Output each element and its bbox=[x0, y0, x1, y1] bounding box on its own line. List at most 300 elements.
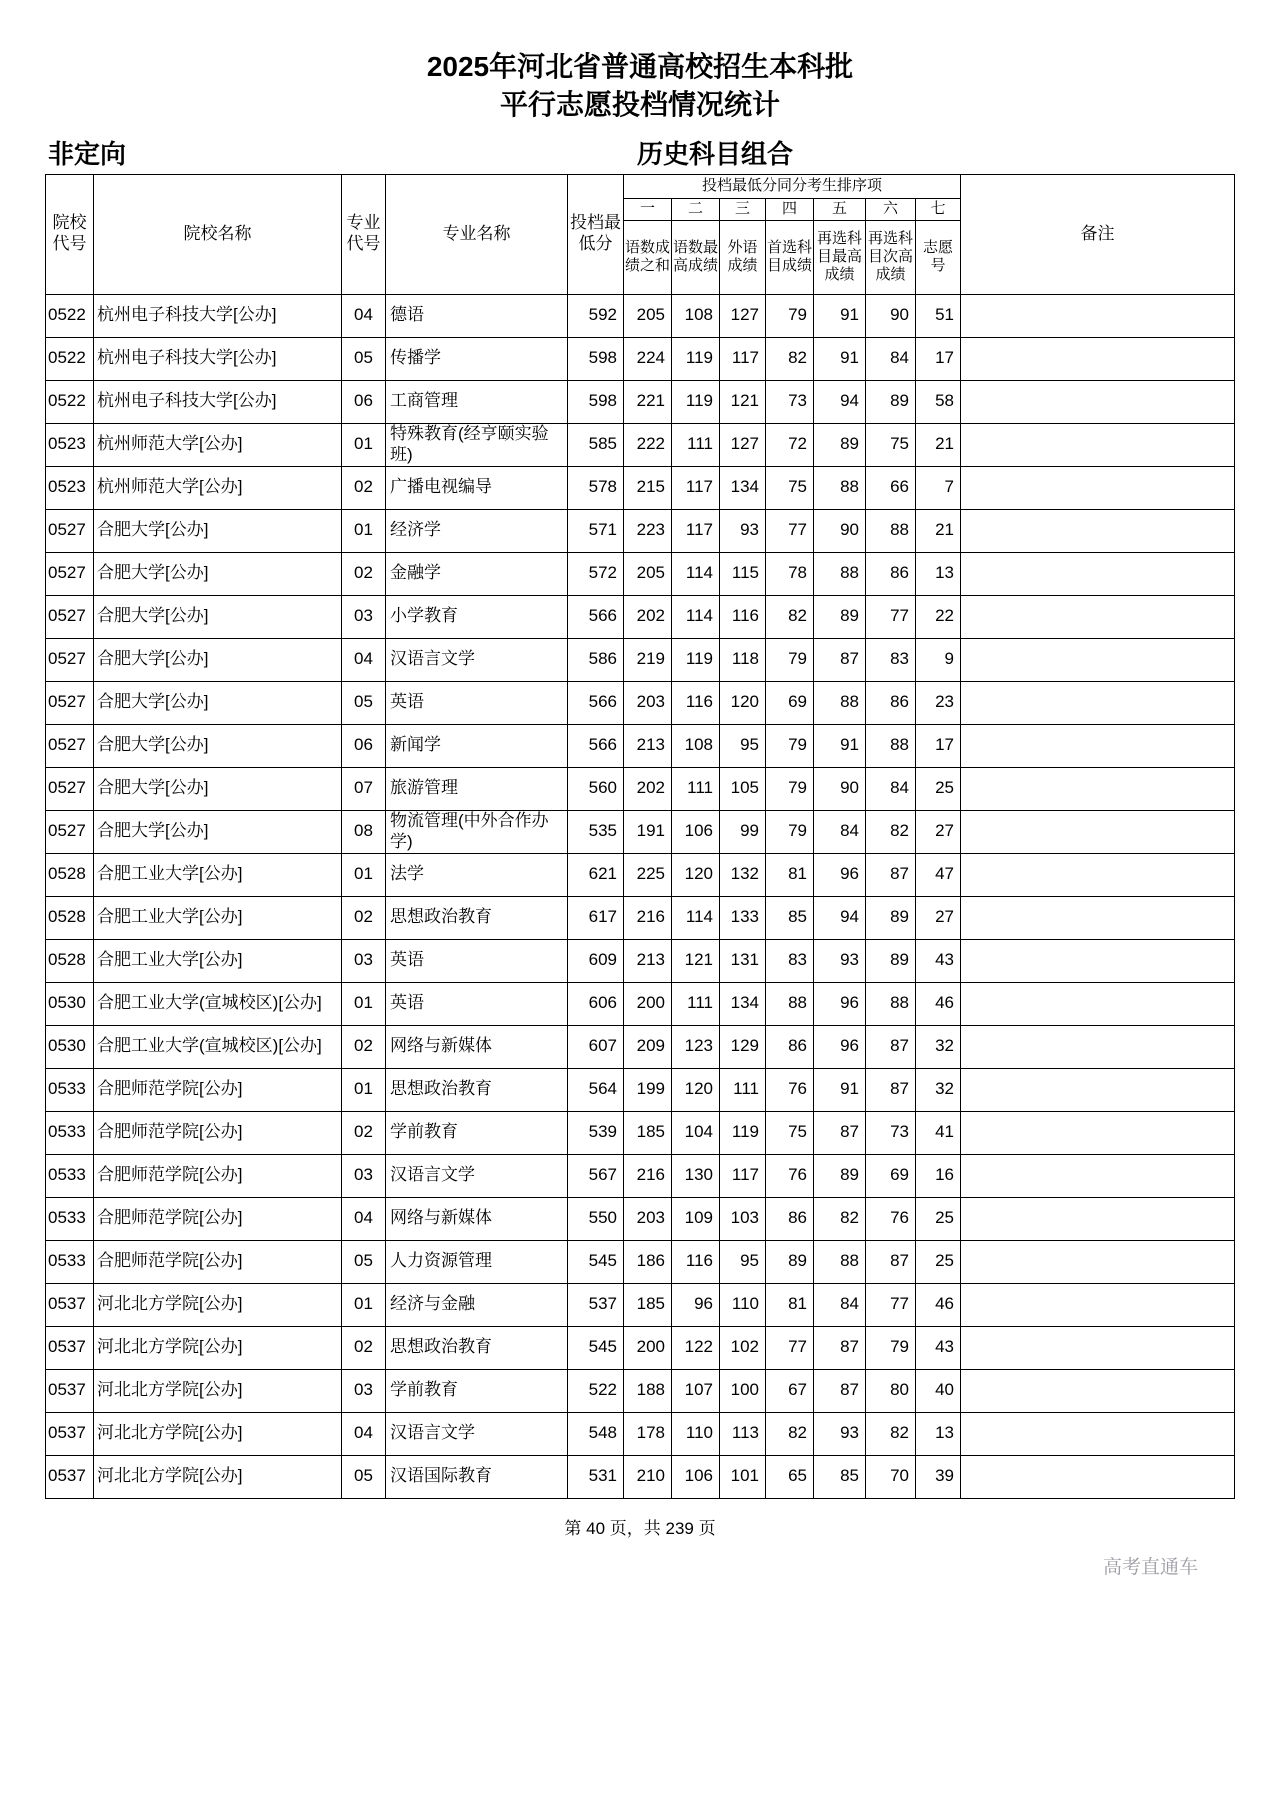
cell-rank-3: 127 bbox=[720, 423, 766, 466]
cell-rank-5: 82 bbox=[814, 1197, 866, 1240]
subject-combo-label: 历史科目组合 bbox=[637, 138, 794, 169]
cell-rank-4: 86 bbox=[766, 1197, 814, 1240]
cell-min-score: 598 bbox=[568, 337, 624, 380]
cell-rank-7: 25 bbox=[916, 1240, 961, 1283]
table-row bbox=[46, 638, 1235, 681]
col-header-major-code: 专业代号 bbox=[342, 174, 386, 294]
cell-major-name: 学前教育 bbox=[386, 1369, 568, 1412]
table-row bbox=[46, 1068, 1235, 1111]
cell-rank-6: 88 bbox=[866, 982, 916, 1025]
cell-rank-2: 123 bbox=[672, 1025, 720, 1068]
cell-major-name: 广播电视编导 bbox=[386, 466, 568, 509]
cell-rank-4: 78 bbox=[766, 552, 814, 595]
cell-school-name: 合肥师范学院[公办] bbox=[94, 1068, 342, 1111]
cell-rank-2: 108 bbox=[672, 724, 720, 767]
cell-rank-6: 76 bbox=[866, 1197, 916, 1240]
cell-major-name: 网络与新媒体 bbox=[386, 1197, 568, 1240]
cell-major-code: 02 bbox=[342, 896, 386, 939]
cell-rank-4: 81 bbox=[766, 1283, 814, 1326]
cell-rank-3: 110 bbox=[720, 1283, 766, 1326]
cell-rank-2: 117 bbox=[672, 509, 720, 552]
cell-rank-7: 47 bbox=[916, 853, 961, 896]
cell-remark bbox=[961, 423, 1235, 466]
cell-school-name: 河北北方学院[公办] bbox=[94, 1283, 342, 1326]
cell-rank-3: 134 bbox=[720, 982, 766, 1025]
cell-rank-1: 224 bbox=[624, 337, 672, 380]
cell-school-name: 杭州师范大学[公办] bbox=[94, 466, 342, 509]
cell-remark bbox=[961, 1197, 1235, 1240]
cell-remark bbox=[961, 853, 1235, 896]
cell-remark bbox=[961, 509, 1235, 552]
cell-rank-5: 84 bbox=[814, 810, 866, 853]
cell-rank-3: 93 bbox=[720, 509, 766, 552]
cell-rank-5: 87 bbox=[814, 638, 866, 681]
cell-major-code: 04 bbox=[342, 1197, 386, 1240]
cell-rank-5: 91 bbox=[814, 337, 866, 380]
cell-rank-6: 84 bbox=[866, 337, 916, 380]
cell-major-code: 05 bbox=[342, 1455, 386, 1498]
cell-school-name: 合肥工业大学[公办] bbox=[94, 939, 342, 982]
cell-rank-6: 89 bbox=[866, 939, 916, 982]
cell-rank-2: 111 bbox=[672, 423, 720, 466]
cell-major-name: 经济学 bbox=[386, 509, 568, 552]
cell-rank-6: 87 bbox=[866, 1240, 916, 1283]
cell-rank-7: 17 bbox=[916, 724, 961, 767]
cell-min-score: 606 bbox=[568, 982, 624, 1025]
cell-remark bbox=[961, 896, 1235, 939]
cell-school-code: 0530 bbox=[46, 1025, 94, 1068]
col-header-rank-num-7: 七 bbox=[916, 198, 961, 220]
cell-rank-7: 7 bbox=[916, 466, 961, 509]
admission-table bbox=[45, 174, 1235, 1499]
cell-major-name: 网络与新媒体 bbox=[386, 1025, 568, 1068]
cell-remark bbox=[961, 638, 1235, 681]
cell-school-code: 0537 bbox=[46, 1369, 94, 1412]
table-row bbox=[46, 1111, 1235, 1154]
col-header-rank-num-5: 五 bbox=[814, 198, 866, 220]
cell-rank-1: 205 bbox=[624, 552, 672, 595]
cell-school-name: 合肥大学[公办] bbox=[94, 552, 342, 595]
cell-rank-4: 76 bbox=[766, 1068, 814, 1111]
cell-remark bbox=[961, 1025, 1235, 1068]
table-row bbox=[46, 337, 1235, 380]
cell-rank-3: 134 bbox=[720, 466, 766, 509]
cell-rank-4: 65 bbox=[766, 1455, 814, 1498]
cell-remark bbox=[961, 595, 1235, 638]
cell-rank-2: 111 bbox=[672, 982, 720, 1025]
cell-rank-1: 199 bbox=[624, 1068, 672, 1111]
cell-remark bbox=[961, 1455, 1235, 1498]
table-row bbox=[46, 595, 1235, 638]
cell-major-name: 汉语言文学 bbox=[386, 638, 568, 681]
cell-rank-3: 129 bbox=[720, 1025, 766, 1068]
cell-remark bbox=[961, 1326, 1235, 1369]
col-header-rank-num-6: 六 bbox=[866, 198, 916, 220]
cell-rank-3: 100 bbox=[720, 1369, 766, 1412]
cell-school-code: 0528 bbox=[46, 853, 94, 896]
cell-major-code: 06 bbox=[342, 724, 386, 767]
cell-rank-5: 90 bbox=[814, 509, 866, 552]
cell-rank-2: 114 bbox=[672, 552, 720, 595]
cell-remark bbox=[961, 1369, 1235, 1412]
cell-rank-7: 13 bbox=[916, 552, 961, 595]
cell-rank-6: 75 bbox=[866, 423, 916, 466]
cell-remark bbox=[961, 380, 1235, 423]
cell-min-score: 537 bbox=[568, 1283, 624, 1326]
table-row bbox=[46, 681, 1235, 724]
cell-school-code: 0537 bbox=[46, 1412, 94, 1455]
cell-major-name: 思想政治教育 bbox=[386, 1068, 568, 1111]
cell-major-code: 02 bbox=[342, 466, 386, 509]
cell-remark bbox=[961, 337, 1235, 380]
cell-rank-3: 101 bbox=[720, 1455, 766, 1498]
col-header-rank-label-3: 外语成绩 bbox=[720, 220, 766, 294]
cell-rank-3: 117 bbox=[720, 1154, 766, 1197]
cell-school-name: 合肥师范学院[公办] bbox=[94, 1154, 342, 1197]
cell-school-code: 0533 bbox=[46, 1111, 94, 1154]
cell-rank-4: 83 bbox=[766, 939, 814, 982]
cell-rank-7: 32 bbox=[916, 1068, 961, 1111]
cell-rank-3: 120 bbox=[720, 681, 766, 724]
watermark: 高考直通车 bbox=[1102, 1557, 1198, 1578]
cell-major-name: 工商管理 bbox=[386, 380, 568, 423]
cell-school-code: 0527 bbox=[46, 552, 94, 595]
cell-rank-6: 80 bbox=[866, 1369, 916, 1412]
table-row bbox=[46, 380, 1235, 423]
cell-rank-6: 77 bbox=[866, 595, 916, 638]
table-row bbox=[46, 1154, 1235, 1197]
cell-rank-1: 213 bbox=[624, 724, 672, 767]
cell-rank-7: 25 bbox=[916, 1197, 961, 1240]
cell-rank-4: 77 bbox=[766, 509, 814, 552]
cell-rank-4: 72 bbox=[766, 423, 814, 466]
cell-school-code: 0523 bbox=[46, 423, 94, 466]
cell-school-code: 0533 bbox=[46, 1154, 94, 1197]
cell-school-code: 0533 bbox=[46, 1240, 94, 1283]
cell-rank-2: 110 bbox=[672, 1412, 720, 1455]
cell-school-code: 0537 bbox=[46, 1326, 94, 1369]
cell-rank-1: 222 bbox=[624, 423, 672, 466]
cell-rank-5: 87 bbox=[814, 1111, 866, 1154]
cell-school-name: 合肥工业大学(宣城校区)[公办] bbox=[94, 982, 342, 1025]
cell-rank-2: 106 bbox=[672, 1455, 720, 1498]
cell-school-code: 0522 bbox=[46, 337, 94, 380]
table-row bbox=[46, 423, 1235, 466]
cell-school-code: 0527 bbox=[46, 509, 94, 552]
cell-rank-1: 186 bbox=[624, 1240, 672, 1283]
cell-rank-1: 219 bbox=[624, 638, 672, 681]
cell-min-score: 567 bbox=[568, 1154, 624, 1197]
cell-rank-4: 79 bbox=[766, 724, 814, 767]
cell-school-name: 合肥大学[公办] bbox=[94, 724, 342, 767]
cell-school-name: 合肥大学[公办] bbox=[94, 595, 342, 638]
cell-rank-7: 46 bbox=[916, 982, 961, 1025]
cell-min-score: 545 bbox=[568, 1326, 624, 1369]
cell-rank-2: 117 bbox=[672, 466, 720, 509]
cell-school-code: 0527 bbox=[46, 681, 94, 724]
cell-rank-3: 127 bbox=[720, 294, 766, 337]
cell-rank-4: 82 bbox=[766, 595, 814, 638]
cell-rank-2: 114 bbox=[672, 896, 720, 939]
cell-major-name: 小学教育 bbox=[386, 595, 568, 638]
table-row bbox=[46, 509, 1235, 552]
cell-school-name: 河北北方学院[公办] bbox=[94, 1326, 342, 1369]
cell-rank-5: 91 bbox=[814, 724, 866, 767]
col-header-rank-num-2: 二 bbox=[672, 198, 720, 220]
cell-rank-4: 75 bbox=[766, 1111, 814, 1154]
col-header-rank-label-6: 再选科目次高成绩 bbox=[866, 220, 916, 294]
cell-major-code: 04 bbox=[342, 294, 386, 337]
cell-school-code: 0528 bbox=[46, 896, 94, 939]
cell-min-score: 621 bbox=[568, 853, 624, 896]
cell-min-score: 598 bbox=[568, 380, 624, 423]
cell-rank-5: 93 bbox=[814, 939, 866, 982]
cell-rank-6: 73 bbox=[866, 1111, 916, 1154]
cell-rank-3: 95 bbox=[720, 724, 766, 767]
cell-min-score: 585 bbox=[568, 423, 624, 466]
cell-min-score: 550 bbox=[568, 1197, 624, 1240]
col-header-school-name: 院校名称 bbox=[94, 174, 342, 294]
cell-rank-3: 133 bbox=[720, 896, 766, 939]
table-row bbox=[46, 1455, 1235, 1498]
cell-rank-4: 75 bbox=[766, 466, 814, 509]
cell-rank-1: 209 bbox=[624, 1025, 672, 1068]
cell-rank-1: 191 bbox=[624, 810, 672, 853]
cell-remark bbox=[961, 810, 1235, 853]
cell-rank-3: 113 bbox=[720, 1412, 766, 1455]
cell-rank-7: 58 bbox=[916, 380, 961, 423]
cell-min-score: 531 bbox=[568, 1455, 624, 1498]
cell-rank-7: 21 bbox=[916, 423, 961, 466]
col-header-rank-label-1: 语数成绩之和 bbox=[624, 220, 672, 294]
cell-rank-5: 84 bbox=[814, 1283, 866, 1326]
cell-rank-6: 70 bbox=[866, 1455, 916, 1498]
table-row bbox=[46, 1412, 1235, 1455]
table-row bbox=[46, 767, 1235, 810]
cell-rank-6: 87 bbox=[866, 853, 916, 896]
cell-rank-5: 88 bbox=[814, 466, 866, 509]
cell-major-code: 04 bbox=[342, 1412, 386, 1455]
cell-major-name: 物流管理(中外合作办学) bbox=[386, 810, 568, 853]
cell-rank-1: 216 bbox=[624, 1154, 672, 1197]
table-row bbox=[46, 853, 1235, 896]
cell-remark bbox=[961, 982, 1235, 1025]
cell-rank-1: 221 bbox=[624, 380, 672, 423]
table-row bbox=[46, 896, 1235, 939]
cell-rank-3: 105 bbox=[720, 767, 766, 810]
cell-rank-3: 118 bbox=[720, 638, 766, 681]
cell-rank-4: 82 bbox=[766, 1412, 814, 1455]
cell-rank-6: 86 bbox=[866, 681, 916, 724]
cell-major-code: 03 bbox=[342, 1369, 386, 1412]
cell-rank-2: 116 bbox=[672, 1240, 720, 1283]
cell-rank-6: 84 bbox=[866, 767, 916, 810]
cell-major-code: 01 bbox=[342, 423, 386, 466]
cell-min-score: 578 bbox=[568, 466, 624, 509]
cell-rank-2: 106 bbox=[672, 810, 720, 853]
cell-rank-5: 96 bbox=[814, 982, 866, 1025]
cell-major-name: 英语 bbox=[386, 982, 568, 1025]
cell-school-code: 0522 bbox=[46, 294, 94, 337]
cell-school-code: 0530 bbox=[46, 982, 94, 1025]
cell-rank-5: 88 bbox=[814, 1240, 866, 1283]
cell-min-score: 522 bbox=[568, 1369, 624, 1412]
cell-rank-7: 16 bbox=[916, 1154, 961, 1197]
cell-rank-5: 96 bbox=[814, 853, 866, 896]
cell-min-score: 617 bbox=[568, 896, 624, 939]
cell-rank-4: 82 bbox=[766, 337, 814, 380]
cell-school-code: 0537 bbox=[46, 1283, 94, 1326]
cell-school-code: 0527 bbox=[46, 724, 94, 767]
cell-rank-1: 188 bbox=[624, 1369, 672, 1412]
cell-remark bbox=[961, 1240, 1235, 1283]
cell-rank-6: 66 bbox=[866, 466, 916, 509]
cell-rank-1: 200 bbox=[624, 982, 672, 1025]
cell-rank-7: 32 bbox=[916, 1025, 961, 1068]
cell-rank-4: 79 bbox=[766, 638, 814, 681]
cell-rank-6: 69 bbox=[866, 1154, 916, 1197]
cell-rank-5: 91 bbox=[814, 294, 866, 337]
cell-rank-5: 96 bbox=[814, 1025, 866, 1068]
cell-school-code: 0533 bbox=[46, 1197, 94, 1240]
cell-min-score: 607 bbox=[568, 1025, 624, 1068]
cell-rank-7: 21 bbox=[916, 509, 961, 552]
cell-rank-1: 202 bbox=[624, 595, 672, 638]
cell-rank-5: 85 bbox=[814, 1455, 866, 1498]
cell-rank-2: 108 bbox=[672, 294, 720, 337]
cell-major-name: 金融学 bbox=[386, 552, 568, 595]
cell-rank-2: 121 bbox=[672, 939, 720, 982]
cell-rank-3: 116 bbox=[720, 595, 766, 638]
cell-rank-7: 27 bbox=[916, 896, 961, 939]
col-header-major-name: 专业名称 bbox=[386, 174, 568, 294]
cell-rank-6: 89 bbox=[866, 896, 916, 939]
cell-school-code: 0527 bbox=[46, 638, 94, 681]
cell-remark bbox=[961, 767, 1235, 810]
cell-major-code: 05 bbox=[342, 1240, 386, 1283]
col-header-rank-label-2: 语数最高成绩 bbox=[672, 220, 720, 294]
cell-rank-7: 40 bbox=[916, 1369, 961, 1412]
cell-school-name: 合肥大学[公办] bbox=[94, 767, 342, 810]
cell-rank-2: 119 bbox=[672, 337, 720, 380]
table-row bbox=[46, 724, 1235, 767]
cell-rank-6: 88 bbox=[866, 509, 916, 552]
cell-school-name: 河北北方学院[公办] bbox=[94, 1455, 342, 1498]
cell-rank-3: 103 bbox=[720, 1197, 766, 1240]
cell-remark bbox=[961, 939, 1235, 982]
cell-major-code: 02 bbox=[342, 1326, 386, 1369]
cell-rank-4: 76 bbox=[766, 1154, 814, 1197]
cell-rank-7: 39 bbox=[916, 1455, 961, 1498]
cell-rank-3: 102 bbox=[720, 1326, 766, 1369]
cell-rank-2: 109 bbox=[672, 1197, 720, 1240]
cell-rank-2: 104 bbox=[672, 1111, 720, 1154]
cell-min-score: 564 bbox=[568, 1068, 624, 1111]
cell-major-name: 特殊教育(经亨颐实验班) bbox=[386, 423, 568, 466]
cell-school-name: 杭州电子科技大学[公办] bbox=[94, 294, 342, 337]
cell-rank-5: 88 bbox=[814, 681, 866, 724]
cell-major-name: 学前教育 bbox=[386, 1111, 568, 1154]
cell-rank-2: 130 bbox=[672, 1154, 720, 1197]
cell-major-name: 思想政治教育 bbox=[386, 896, 568, 939]
cell-school-name: 合肥师范学院[公办] bbox=[94, 1240, 342, 1283]
cell-rank-7: 13 bbox=[916, 1412, 961, 1455]
cell-min-score: 592 bbox=[568, 294, 624, 337]
col-header-rank-num-1: 一 bbox=[624, 198, 672, 220]
cell-rank-5: 91 bbox=[814, 1068, 866, 1111]
table-row bbox=[46, 552, 1235, 595]
cell-rank-7: 25 bbox=[916, 767, 961, 810]
cell-major-code: 01 bbox=[342, 509, 386, 552]
cell-rank-3: 99 bbox=[720, 810, 766, 853]
cell-school-name: 合肥师范学院[公办] bbox=[94, 1111, 342, 1154]
cell-remark bbox=[961, 1068, 1235, 1111]
cell-major-code: 01 bbox=[342, 982, 386, 1025]
cell-rank-7: 51 bbox=[916, 294, 961, 337]
cell-rank-7: 46 bbox=[916, 1283, 961, 1326]
cell-rank-5: 90 bbox=[814, 767, 866, 810]
cell-rank-4: 79 bbox=[766, 810, 814, 853]
col-header-rank-label-4: 首选科目成绩 bbox=[766, 220, 814, 294]
cell-rank-5: 89 bbox=[814, 423, 866, 466]
cell-major-name: 传播学 bbox=[386, 337, 568, 380]
cell-major-name: 旅游管理 bbox=[386, 767, 568, 810]
col-header-rank-label-5: 再选科目最高成绩 bbox=[814, 220, 866, 294]
cell-major-code: 01 bbox=[342, 1068, 386, 1111]
cell-school-name: 合肥大学[公办] bbox=[94, 509, 342, 552]
table-row bbox=[46, 1025, 1235, 1068]
cell-major-code: 03 bbox=[342, 939, 386, 982]
cell-rank-2: 119 bbox=[672, 380, 720, 423]
cell-rank-2: 119 bbox=[672, 638, 720, 681]
cell-rank-1: 213 bbox=[624, 939, 672, 982]
cell-rank-6: 77 bbox=[866, 1283, 916, 1326]
cell-rank-2: 107 bbox=[672, 1369, 720, 1412]
cell-rank-1: 210 bbox=[624, 1455, 672, 1498]
cell-school-name: 合肥大学[公办] bbox=[94, 681, 342, 724]
cell-major-name: 德语 bbox=[386, 294, 568, 337]
cell-rank-4: 79 bbox=[766, 767, 814, 810]
cell-min-score: 560 bbox=[568, 767, 624, 810]
cell-rank-2: 122 bbox=[672, 1326, 720, 1369]
cell-rank-2: 120 bbox=[672, 1068, 720, 1111]
cell-remark bbox=[961, 552, 1235, 595]
cell-school-code: 0528 bbox=[46, 939, 94, 982]
cell-rank-6: 82 bbox=[866, 810, 916, 853]
cell-rank-6: 89 bbox=[866, 380, 916, 423]
cell-remark bbox=[961, 724, 1235, 767]
cell-rank-3: 131 bbox=[720, 939, 766, 982]
cell-rank-2: 114 bbox=[672, 595, 720, 638]
cell-school-code: 0527 bbox=[46, 810, 94, 853]
cell-rank-1: 225 bbox=[624, 853, 672, 896]
cell-major-name: 思想政治教育 bbox=[386, 1326, 568, 1369]
cell-remark bbox=[961, 681, 1235, 724]
cell-rank-4: 79 bbox=[766, 294, 814, 337]
cell-min-score: 572 bbox=[568, 552, 624, 595]
col-header-school-code: 院校代号 bbox=[46, 174, 94, 294]
cell-rank-5: 88 bbox=[814, 552, 866, 595]
table-row bbox=[46, 1369, 1235, 1412]
cell-rank-6: 87 bbox=[866, 1068, 916, 1111]
cell-rank-3: 115 bbox=[720, 552, 766, 595]
cell-rank-1: 178 bbox=[624, 1412, 672, 1455]
page-footer: 第 40 页，共 239 页 bbox=[564, 1518, 716, 1538]
cell-rank-1: 202 bbox=[624, 767, 672, 810]
cell-rank-1: 205 bbox=[624, 294, 672, 337]
cell-school-name: 合肥工业大学(宣城校区)[公办] bbox=[94, 1025, 342, 1068]
col-header-rank-label-7: 志愿号 bbox=[916, 220, 961, 294]
